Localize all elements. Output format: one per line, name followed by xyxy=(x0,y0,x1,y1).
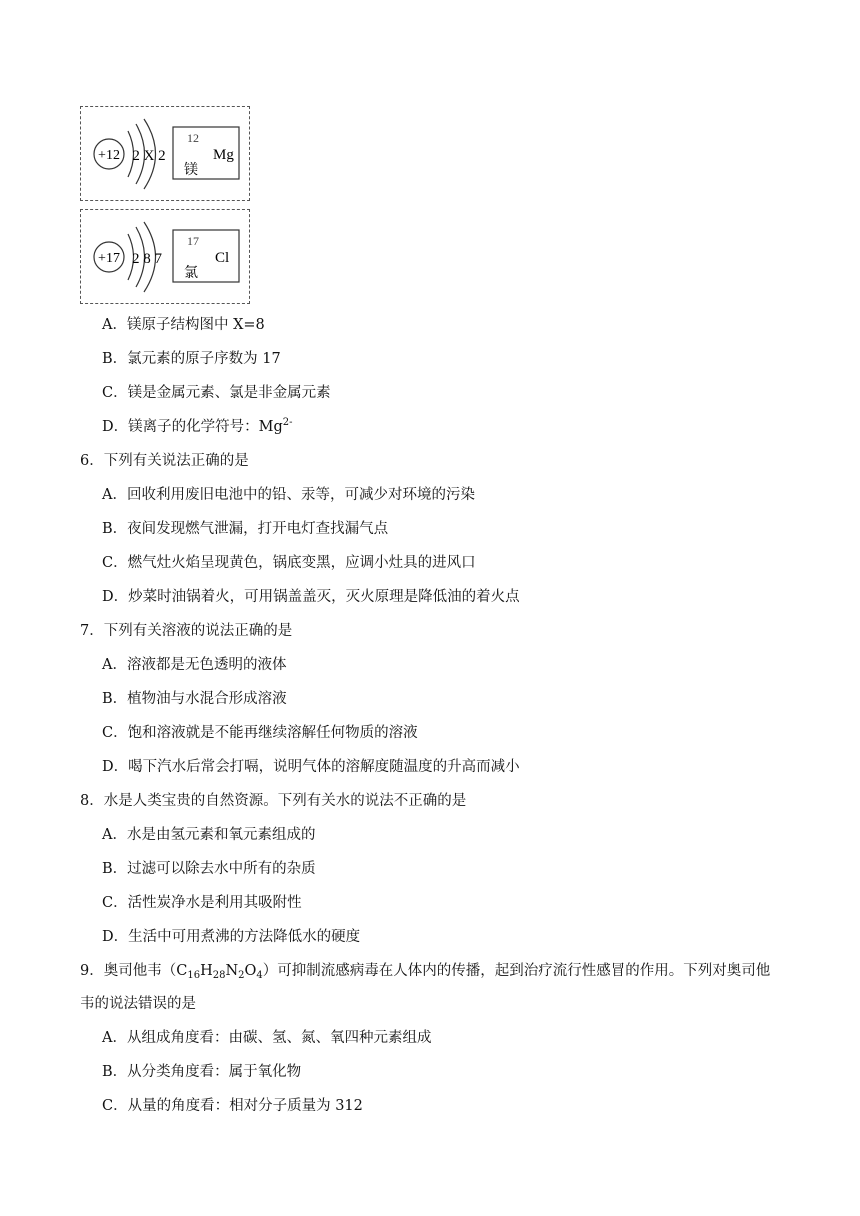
q8-option-d: D．生活中可用煮沸的方法降低水的硬度 xyxy=(102,929,361,945)
mg-element-name: 镁 xyxy=(184,162,198,178)
q5-option-d-text: D．镁离子的化学符号：Mg xyxy=(102,419,283,435)
q9-sub-n: 2 xyxy=(238,970,245,981)
q7-option-a: A．溶液都是无色透明的液体 xyxy=(102,657,287,673)
q9-sub-h: 28 xyxy=(212,970,226,981)
cl-atomic-number: 17 xyxy=(187,234,199,248)
mg-nucleus-label: +12 xyxy=(98,148,120,163)
q9-stem xyxy=(80,961,770,981)
mg-atomic-number: 12 xyxy=(187,131,199,145)
q6-option-b: B．夜间发现燃气泄漏，打开电灯查找漏气点 xyxy=(102,521,389,537)
q8-option-b: B．过滤可以除去水中所有的杂质 xyxy=(102,861,316,877)
q5-option-d xyxy=(102,417,293,437)
q5-option-b: B．氯元素的原子序数为 17 xyxy=(102,351,281,367)
cl-nucleus-label: +17 xyxy=(98,251,120,266)
q9-stem-line2: 韦的说法错误的是 xyxy=(80,996,196,1012)
cl-atom-diagram xyxy=(80,209,250,304)
q9-option-b: B．从分类角度看：属于氧化物 xyxy=(102,1064,302,1080)
q5-option-a: A．镁原子结构图中 X=8 xyxy=(102,317,265,333)
q9-sub-o: 4 xyxy=(256,970,263,981)
q5-option-c: C．镁是金属元素、氯是非金属元素 xyxy=(102,385,331,401)
q7-option-b: B．植物油与水混合形成溶液 xyxy=(102,691,287,707)
q5-option-d-charge: 2- xyxy=(282,417,293,428)
q6-option-d: D．炒菜时油锅着火，可用锅盖盖灭，灭火原理是降低油的着火点 xyxy=(102,589,520,605)
cl-shell-electrons: 2 8 7 xyxy=(132,251,162,267)
q8-option-c: C．活性炭净水是利用其吸附性 xyxy=(102,895,302,911)
cl-element-name: 氯 xyxy=(184,265,198,281)
q9-stem-prefix: 9．奥司他韦（C xyxy=(80,963,188,979)
q6-stem: 6．下列有关说法正确的是 xyxy=(80,453,249,469)
q9-option-c: C．从量的角度看：相对分子质量为 312 xyxy=(102,1098,363,1114)
q8-option-a: A．水是由氢元素和氧元素组成的 xyxy=(102,827,316,843)
q7-stem: 7．下列有关溶液的说法正确的是 xyxy=(80,623,293,639)
q9-element-o: O xyxy=(244,963,257,979)
q7-option-d: D．喝下汽水后常会打嗝，说明气体的溶解度随温度的升高而减小 xyxy=(102,759,520,775)
q9-element-n: N xyxy=(225,963,239,979)
mg-symbol: Mg xyxy=(213,147,234,163)
q9-sub-c: 16 xyxy=(187,970,201,981)
q9-element-h: H xyxy=(200,963,213,979)
q9-stem-suffix: ）可抑制流感病毒在人体内的传播，起到治疗流行性感冒的作用。下列对奥司他 xyxy=(262,963,771,979)
mg-atom-diagram xyxy=(80,106,250,201)
cl-symbol: Cl xyxy=(215,250,230,266)
q8-stem: 8．水是人类宝贵的自然资源。下列有关水的说法不正确的是 xyxy=(80,793,467,809)
q9-option-a: A．从组成角度看：由碳、氢、氮、氧四种元素组成 xyxy=(102,1030,432,1046)
mg-shell-electrons: 2 X 2 xyxy=(132,148,166,164)
q6-option-c: C．燃气灶火焰呈现黄色，锅底变黑，应调小灶具的进风口 xyxy=(102,555,476,571)
q7-option-c: C．饱和溶液就是不能再继续溶解任何物质的溶液 xyxy=(102,725,418,741)
q6-option-a: A．回收利用废旧电池中的铅、汞等，可减少对环境的污染 xyxy=(102,487,475,503)
